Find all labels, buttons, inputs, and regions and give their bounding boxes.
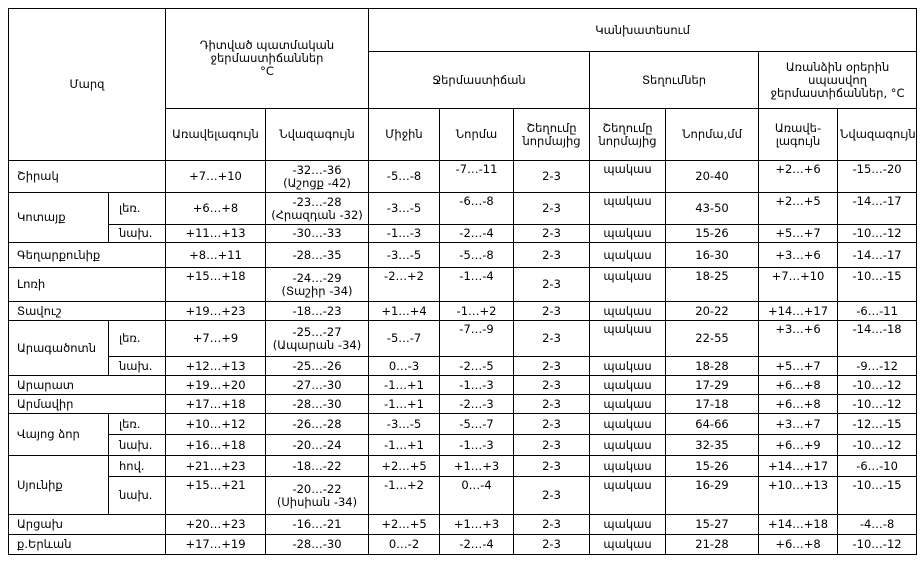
ext-max: +14…+17 — [759, 456, 838, 477]
obs-min — [266, 161, 369, 193]
temp-norm: -6…-8 — [440, 193, 514, 225]
ext-min: -12…-15 — [838, 414, 917, 435]
col-mean: Միջին — [369, 109, 440, 161]
obs-max: +17…+18 — [166, 395, 266, 414]
precip-norm: 17-18 — [666, 395, 759, 414]
header-region: Մարզ — [9, 9, 166, 161]
obs-min: -26…-28 — [266, 414, 369, 435]
temp-norm: -1…-3 — [440, 376, 514, 395]
precip-deviation: պակաս — [590, 302, 666, 321]
ext-max: +14…+17 — [759, 302, 838, 321]
temp-mean: -3…-5 — [369, 414, 440, 435]
obs-min-note: (Հրազդան -32) — [271, 207, 363, 222]
col-precip-deviation: Շեղումը նորմայից — [590, 109, 666, 161]
ext-max: +6…+8 — [759, 376, 838, 395]
obs-min-range: -25…-27 — [292, 324, 342, 339]
ext-max: +2…+6 — [759, 161, 838, 193]
region-name: Վայոց ձոր — [9, 414, 109, 456]
temp-norm: -5…-7 — [440, 414, 514, 435]
obs-max: +20…+23 — [166, 515, 266, 535]
region-name: Կոտայք — [9, 193, 109, 243]
obs-max: +6…+8 — [166, 193, 266, 225]
precip-norm: 15-26 — [666, 225, 759, 243]
temp-deviation: 2-3 — [514, 321, 590, 357]
temp-norm: -7…-11 — [440, 161, 514, 193]
temp-deviation: 2-3 — [514, 357, 590, 376]
obs-max: +17…+19 — [166, 535, 266, 555]
temp-norm: -1…-4 — [440, 268, 514, 302]
region-name: Շիրակ — [9, 161, 166, 193]
col-ext-min: Նվազագույն — [838, 109, 917, 161]
obs-max: +12…+13 — [166, 357, 266, 376]
temp-deviation: 2-3 — [514, 456, 590, 477]
temp-mean: -1…+1 — [369, 376, 440, 395]
temp-norm: -1…+2 — [440, 302, 514, 321]
ext-max: +10…+13 — [759, 477, 838, 515]
obs-min — [266, 193, 369, 225]
col-precip-norm: Նորմա,մմ — [666, 109, 759, 161]
header-precipitation: Տեղումներ — [590, 52, 759, 109]
obs-min-range: -24…-29 — [292, 270, 342, 285]
temp-deviation: 2-3 — [514, 376, 590, 395]
ext-max: +6…+8 — [759, 535, 838, 555]
obs-min-note: (Տաշիր -34) — [281, 283, 353, 298]
temp-mean: +1…+4 — [369, 302, 440, 321]
precip-deviation: պակաս — [590, 357, 666, 376]
obs-max: +7…+10 — [166, 161, 266, 193]
precip-deviation: պակաս — [590, 535, 666, 555]
temp-deviation: 2-3 — [514, 302, 590, 321]
precip-norm: 16-29 — [666, 477, 759, 515]
temp-deviation: 2-3 — [514, 477, 590, 515]
zone-label: նախ. — [109, 225, 166, 243]
precip-norm: 18-28 — [666, 357, 759, 376]
temp-deviation: 2-3 — [514, 535, 590, 555]
zone-label: նախ. — [109, 357, 166, 376]
obs-min: -27…-30 — [266, 376, 369, 395]
precip-norm: 22-55 — [666, 321, 759, 357]
temp-deviation: 2-3 — [514, 225, 590, 243]
temp-deviation: 2-3 — [514, 243, 590, 268]
precip-norm: 21-28 — [666, 535, 759, 555]
precip-deviation: պակաս — [590, 395, 666, 414]
ext-min: -9…-12 — [838, 357, 917, 376]
precip-norm: 20-40 — [666, 161, 759, 193]
precip-norm: 64-66 — [666, 414, 759, 435]
region-name: Լոռի — [9, 268, 166, 302]
region-name: Սյունիք — [9, 456, 109, 515]
temp-mean: -1…+1 — [369, 435, 440, 456]
ext-max: +5…+7 — [759, 357, 838, 376]
precip-norm: 20-22 — [666, 302, 759, 321]
header-daily-extremes: Առանձին օրերին սպասվող ջերմաստիճաններ, °C — [759, 52, 917, 109]
temp-norm: -2…-4 — [440, 225, 514, 243]
obs-max: +16…+18 — [166, 435, 266, 456]
precip-deviation: պակաս — [590, 456, 666, 477]
region-name: Տավուշ — [9, 302, 166, 321]
temp-mean: 0…-2 — [369, 535, 440, 555]
obs-min: -28…-30 — [266, 535, 369, 555]
ext-min: -10…-15 — [838, 268, 917, 302]
forecast-table — [8, 8, 917, 555]
col-ext-max: Առավե-լագույն — [759, 109, 838, 161]
col-obs-min: Նվազագույն — [266, 109, 369, 161]
temp-deviation: 2-3 — [514, 161, 590, 193]
ext-max: +6…+8 — [759, 395, 838, 414]
temp-norm: -5…-8 — [440, 243, 514, 268]
obs-min: -25…-26 — [266, 357, 369, 376]
ext-max: +7…+10 — [759, 268, 838, 302]
precip-norm: 43-50 — [666, 193, 759, 225]
precip-deviation: պակաս — [590, 193, 666, 225]
obs-max: +10…+12 — [166, 414, 266, 435]
obs-max: +21…+23 — [166, 456, 266, 477]
obs-min: -28…-30 — [266, 395, 369, 414]
obs-max: +7…+9 — [166, 321, 266, 357]
region-name: Արագածոտն — [9, 321, 109, 376]
obs-max: +11…+13 — [166, 225, 266, 243]
obs-min: -20…-24 — [266, 435, 369, 456]
region-name: Արմավիր — [9, 395, 166, 414]
obs-min-range: -23…-28 — [292, 194, 342, 209]
obs-min — [266, 321, 369, 357]
precip-deviation: պակաս — [590, 477, 666, 515]
precip-deviation: պակաս — [590, 376, 666, 395]
temp-mean: -2…+2 — [369, 268, 440, 302]
ext-min: -10…-15 — [838, 477, 917, 515]
ext-min: -10…-12 — [838, 376, 917, 395]
temp-norm: -2…-4 — [440, 535, 514, 555]
zone-label: նախ. — [109, 477, 166, 515]
obs-min-range: -20…-22 — [292, 481, 342, 496]
obs-min-note: (Աշոցք -42) — [283, 175, 351, 190]
col-obs-max: Առավելագույն — [166, 109, 266, 161]
temp-mean: -3…-5 — [369, 243, 440, 268]
obs-min: -28…-35 — [266, 243, 369, 268]
header-forecast: Կանխատեսում — [369, 9, 917, 52]
precip-deviation: պակաս — [590, 268, 666, 302]
precip-deviation: պակաս — [590, 161, 666, 193]
col-norm: Նորմա — [440, 109, 514, 161]
ext-max: +3…+6 — [759, 243, 838, 268]
temp-mean: +2…+5 — [369, 456, 440, 477]
temp-mean: 0…-3 — [369, 357, 440, 376]
ext-min: -4…-8 — [838, 515, 917, 535]
header-observed-unit: °C — [260, 64, 274, 78]
temp-deviation: 2-3 — [514, 414, 590, 435]
ext-min: -14…-18 — [838, 321, 917, 357]
temp-norm: -2…-5 — [440, 357, 514, 376]
precip-norm: 18-25 — [666, 268, 759, 302]
ext-max: +2…+5 — [759, 193, 838, 225]
temp-deviation: 2-3 — [514, 193, 590, 225]
region-name: Գեղարքունիք — [9, 243, 166, 268]
obs-max: +19…+20 — [166, 376, 266, 395]
ext-max: +5…+7 — [759, 225, 838, 243]
temp-norm: -7…-9 — [440, 321, 514, 357]
precip-norm: 32-35 — [666, 435, 759, 456]
zone-label: նախ. — [109, 435, 166, 456]
temp-mean: -1…+2 — [369, 477, 440, 515]
zone-label: լեռ. — [109, 321, 166, 357]
ext-max: +3…+7 — [759, 414, 838, 435]
precip-norm: 15-26 — [666, 456, 759, 477]
obs-min: -18…-22 — [266, 456, 369, 477]
ext-min: -6…-11 — [838, 302, 917, 321]
temp-mean: -5…-7 — [369, 321, 440, 357]
zone-label: լեռ. — [109, 193, 166, 225]
ext-min: -6…-10 — [838, 456, 917, 477]
obs-min: -18…-23 — [266, 302, 369, 321]
zone-label: հով. — [109, 456, 166, 477]
ext-min: -10…-12 — [838, 395, 917, 414]
ext-min: -14…-17 — [838, 243, 917, 268]
obs-max: +19…+23 — [166, 302, 266, 321]
ext-max: +3…+6 — [759, 321, 838, 357]
obs-max: +15…+21 — [166, 477, 266, 515]
header-observed-label: Դիտված պատմական ջերմաստիճաններ — [199, 38, 335, 65]
ext-min: -10…-12 — [838, 435, 917, 456]
temp-mean: -3…-5 — [369, 193, 440, 225]
precip-deviation: պակաս — [590, 321, 666, 357]
precip-deviation: պակաս — [590, 225, 666, 243]
precip-deviation: պակաս — [590, 243, 666, 268]
ext-max: +6…+9 — [759, 435, 838, 456]
obs-min-range: -32…-36 — [292, 162, 342, 177]
obs-min-note: (Ապարան -34) — [272, 337, 362, 352]
temp-norm: -2…-3 — [440, 395, 514, 414]
temp-mean: +2…+5 — [369, 515, 440, 535]
temp-norm: +1…+3 — [440, 515, 514, 535]
region-name: ք.Երևան — [9, 535, 166, 555]
ext-min: -10…-12 — [838, 535, 917, 555]
obs-min-note: (Սիսիան -34) — [276, 494, 358, 509]
temp-norm: +1…+3 — [440, 456, 514, 477]
obs-max: +15…+18 — [166, 268, 266, 302]
zone-label: լեռ. — [109, 414, 166, 435]
obs-min: -16…-21 — [266, 515, 369, 535]
ext-min: -14…-17 — [838, 193, 917, 225]
temp-deviation: 2-3 — [514, 268, 590, 302]
temp-deviation: 2-3 — [514, 395, 590, 414]
temp-deviation: 2-3 — [514, 515, 590, 535]
temp-norm: -1…-3 — [440, 435, 514, 456]
region-name: Արցախ — [9, 515, 166, 535]
temp-mean: -5…-8 — [369, 161, 440, 193]
header-temperature: Ջերմաստիճան — [369, 52, 590, 109]
ext-max: +14…+18 — [759, 515, 838, 535]
header-observed — [166, 9, 369, 109]
temp-norm: 0…-4 — [440, 477, 514, 515]
precip-deviation: պակաս — [590, 414, 666, 435]
precip-norm: 16-30 — [666, 243, 759, 268]
precip-deviation: պակաս — [590, 515, 666, 535]
obs-min: -30…-33 — [266, 225, 369, 243]
temp-mean: -1…-3 — [369, 225, 440, 243]
precip-norm: 15-27 — [666, 515, 759, 535]
obs-min — [266, 477, 369, 515]
temp-deviation: 2-3 — [514, 435, 590, 456]
temp-mean: -1…+1 — [369, 395, 440, 414]
ext-min: -10…-12 — [838, 225, 917, 243]
ext-min: -15…-20 — [838, 161, 917, 193]
obs-min — [266, 268, 369, 302]
precip-deviation: պակաս — [590, 435, 666, 456]
col-deviation: Շեղումը նորմայից — [514, 109, 590, 161]
region-name: Արարատ — [9, 376, 166, 395]
obs-max: +8…+11 — [166, 243, 266, 268]
precip-norm: 17-29 — [666, 376, 759, 395]
